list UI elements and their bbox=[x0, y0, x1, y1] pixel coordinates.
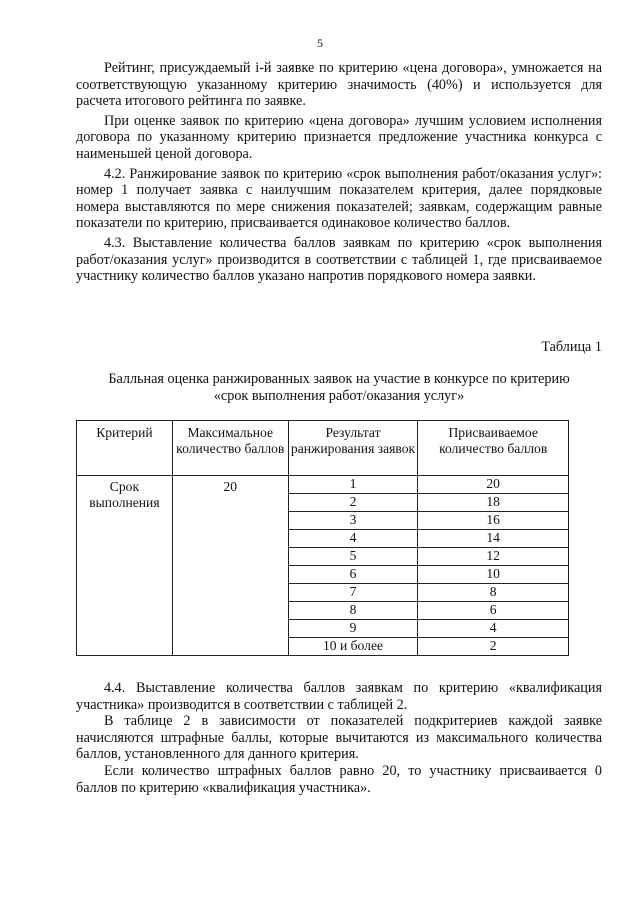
rank-cell: 5 bbox=[288, 548, 418, 566]
rank-cell: 3 bbox=[288, 512, 418, 530]
top-text-block bbox=[76, 60, 602, 285]
rank-cell: 6 bbox=[288, 566, 418, 584]
table-label: Таблица 1 bbox=[541, 339, 602, 355]
paragraph-4-3-scoring: 4.3. Выставление количества баллов заявкам по критерию «срок выполнения работ/оказания услуг» производится в соответствии с таблицей 1, где присваиваемое участнику количество баллов указано напротив порядкового номера заявки. bbox=[76, 234, 602, 285]
rank-cell: 10 и более bbox=[288, 638, 418, 656]
header-rank-result: Результат ранжирования заявок bbox=[288, 421, 418, 476]
header-max-points: Максимальное количество баллов bbox=[172, 421, 288, 476]
table-caption-line-2: «срок выполнения работ/оказания услуг» bbox=[213, 388, 465, 404]
paragraph-4-4-qualification: 4.4. Выставление количества баллов заявкам по критерию «квалификация участника» производится в соответствии с таблицей 2. bbox=[76, 680, 602, 713]
paragraph-zero-points: Если количество штрафных баллов равно 20, то участнику присваивается 0 баллов по критерию «квалификация участника». bbox=[76, 762, 602, 796]
header-criterion: Критерий bbox=[77, 421, 173, 476]
table-header-row bbox=[77, 421, 569, 476]
criterion-cell: Срок выполнения bbox=[77, 476, 173, 656]
paragraph-penalty-points: В таблице 2 в зависимости от показателей подкритериев каждой заявке начисляются штрафные баллы, которые вычитаются из максимального количества баллов, установленного для данного критерия. bbox=[76, 713, 602, 763]
page-number: 5 bbox=[317, 36, 323, 50]
table-caption-line-1: Балльная оценка ранжированных заявок на участие в конкурсе по критерию bbox=[108, 371, 570, 387]
header-assigned-points: Присваиваемое количество баллов bbox=[418, 421, 569, 476]
points-cell: 16 bbox=[418, 512, 569, 530]
points-cell: 10 bbox=[418, 566, 569, 584]
bottom-text-block bbox=[76, 680, 602, 796]
points-cell: 12 bbox=[418, 548, 569, 566]
rank-cell: 9 bbox=[288, 620, 418, 638]
score-table bbox=[76, 420, 569, 656]
points-cell: 6 bbox=[418, 602, 569, 620]
points-cell: 20 bbox=[418, 476, 569, 494]
rank-cell: 4 bbox=[288, 530, 418, 548]
table-caption bbox=[76, 371, 602, 405]
max-points-cell: 20 bbox=[172, 476, 288, 656]
paragraph-price-evaluation: При оценке заявок по критерию «цена договора» лучшим условием исполнения договора по указанному критерию признается предложение участника конкурса с наименьшей ценой договора. bbox=[76, 112, 602, 162]
points-cell: 4 bbox=[418, 620, 569, 638]
rank-cell: 8 bbox=[288, 602, 418, 620]
points-cell: 18 bbox=[418, 494, 569, 512]
table-row bbox=[77, 476, 569, 494]
points-cell: 8 bbox=[418, 584, 569, 602]
points-cell: 14 bbox=[418, 530, 569, 548]
points-cell: 2 bbox=[418, 638, 569, 656]
rank-cell: 2 bbox=[288, 494, 418, 512]
rank-cell: 7 bbox=[288, 584, 418, 602]
rank-cell: 1 bbox=[288, 476, 418, 494]
paragraph-rating: Рейтинг, присуждаемый i-й заявке по критерию «цена договора», умножается на соответствующую указанному критерию значимость (40%) и используется для расчета итогового рейтинга по заявке. bbox=[76, 60, 602, 110]
paragraph-4-2-ranking: 4.2. Ранжирование заявок по критерию «срок выполнения работ/оказания услуг»: номер 1 получает заявка с наилучшим показателем критерия, далее порядковые номера выставляются по мере снижения показателей; заявкам, содержащим равные показатели по критерию, присваивается одинаковое количество баллов. bbox=[76, 165, 602, 232]
